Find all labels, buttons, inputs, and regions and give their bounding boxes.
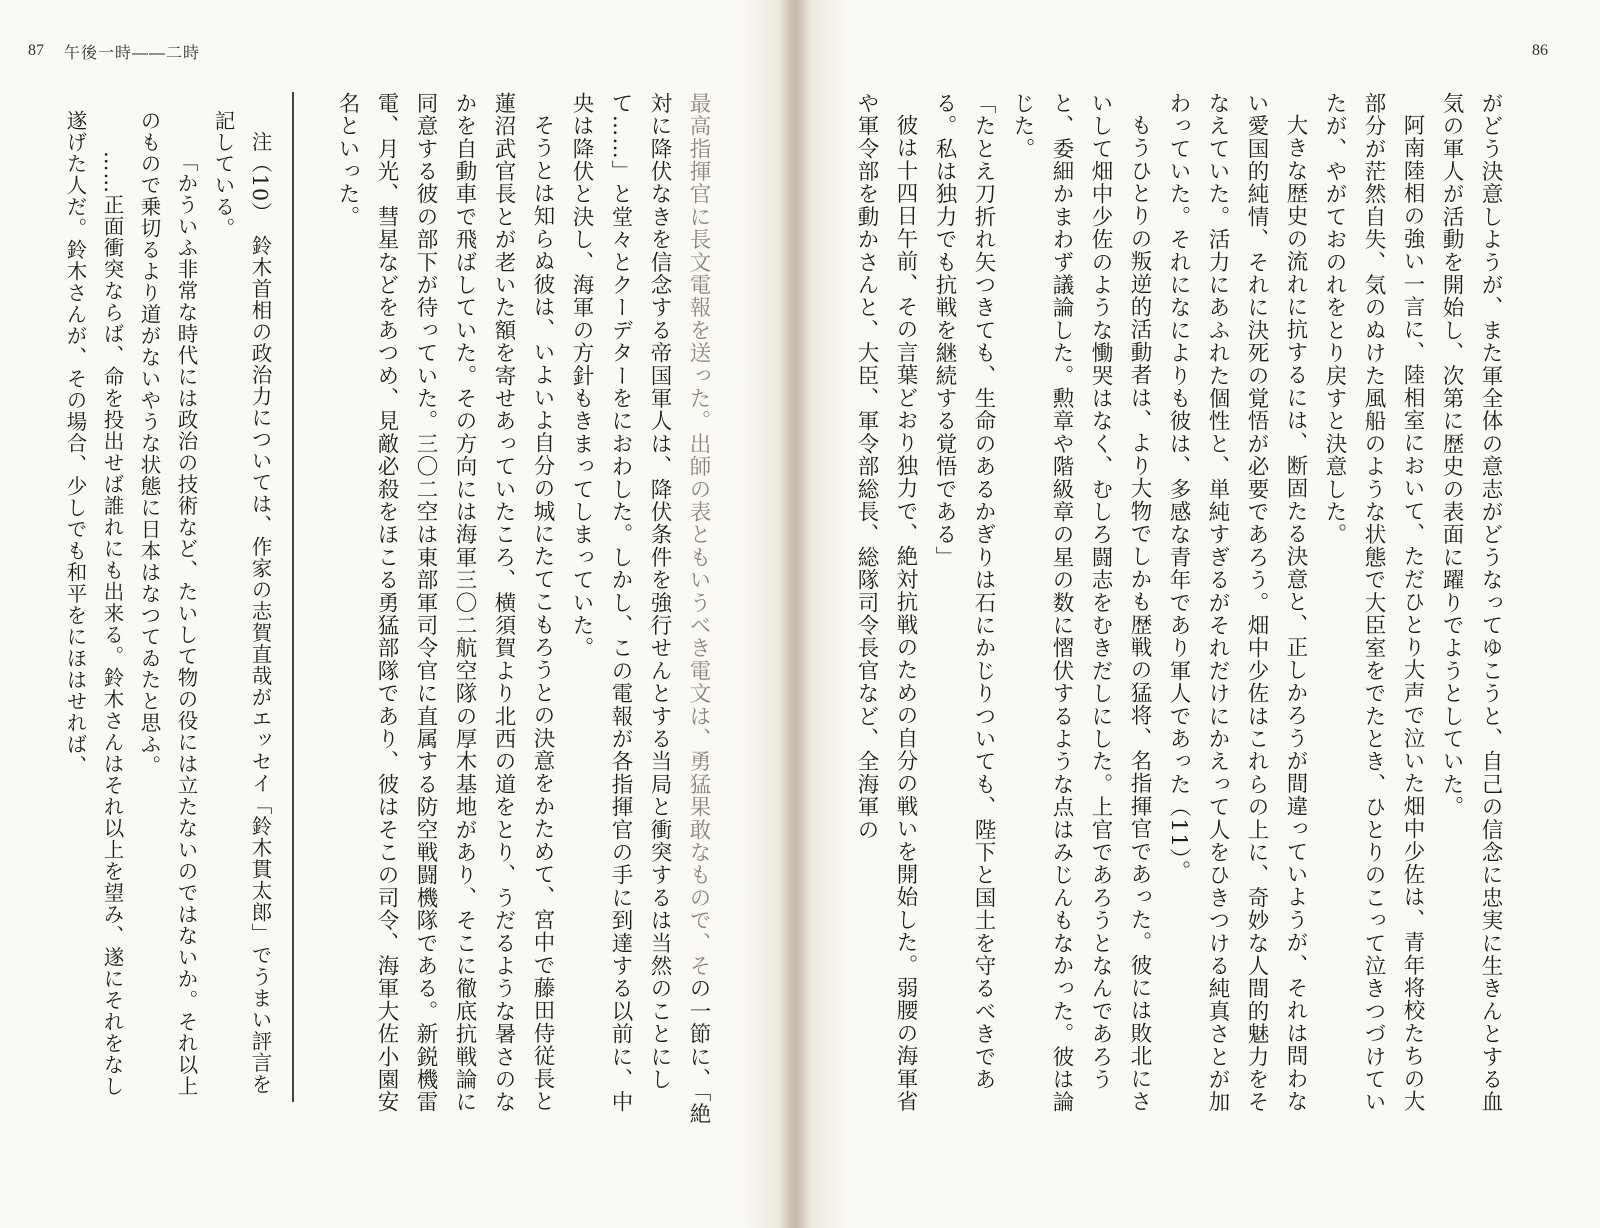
left-body-text — [328, 92, 718, 1132]
right-body-text — [847, 92, 1510, 1132]
paragraph: がどう決意しようが、また軍全体の意志がどうなってゆこうと、自己の信念に忠実に生きんとする血気の軍人が活動を開始し、次第に歴史の表面に躍りでようとしていた。 — [1439, 92, 1503, 1114]
left-page — [0, 0, 788, 1228]
paragraph-text: の一節に、「絶対に降伏なきを信念する帝国軍人は、降伏条件を強行せんとする当局と衝突するは当然のことにして……」と堂々とクーデターをにおわした。しかし、この電報が各指揮官の手に到達する以前に、中央は降伏と決し、海軍の方針もきまってしまっていた。 — [569, 92, 711, 1126]
book-gutter — [740, 0, 850, 1228]
faded-text: 最高指揮官に長文電報を送った。出師の表ともいうべき電文は、勇猛果敢なもので、そ — [686, 92, 711, 978]
paragraph: そうとは知らぬ彼は、いよいよ自分の城にたてこもろうとの決意をかためて、宮中で藤田侍従長と蓮沼武官長とが老いた額を寄せあっていたころ、横須賀より北西の道をとり、うだるような暑さのなかを自動車で飛ばしていた。その方向には海軍三〇二航空隊の厚木基地があり、そこに徹底抗戦論に同意する彼の部下が待っていた。三〇二空は東部軍司令官に直属する防空戦闘機隊である。新鋭機雷電、月光、彗星などをあつめ、見敵必殺をほこる勇猛部隊であり、彼はそこの司令、海軍大佐小園安名といった。 — [335, 92, 555, 1114]
paragraph: 「たとえ刀折れ矢つきても、生命のあるかぎりは石にかじりついても、陛下と国土を守るべきである。私は独力でも抗戦を継続する覚悟である」 — [932, 92, 996, 1091]
right-page-number: 86 — [1532, 42, 1548, 59]
footnotes — [56, 110, 278, 1110]
paragraph: 大きな歴史の流れに抗するには、断固たる決意と、正しかろうが間違っていようが、それは問わない愛国的純情、それに決死の覚悟が必要であろう。畑中少佐はこれらの上に、奇妙な人間的魅力をそなえていた。活力にあふれた個性と、単純すぎるがそれだけにかえって人をひきつける純真さとが加わっていた。それになによりも彼は、多感な青年であり軍人であった（11）。 — [1166, 92, 1308, 1114]
paragraph: 阿南陸相の強い一言に、陸相室において、ただひとり大声で泣いた畑中少佐は、青年将校たちの大部分が茫然自失、気のぬけた風船のような状態で大臣室をでたとき、ひとりのこって泣きつづけていたが、やがておのれをとり戻すと決意した。 — [1322, 92, 1425, 1114]
paragraph — [562, 92, 718, 1132]
paragraph: 彼は十四日午前、その言葉どおり独力で、絶対抗戦のための自分の戦いを開始した。弱腰の海軍省や軍令部を動かさんと、大臣、軍令部総長、総隊司令長官など、全海軍の — [854, 92, 918, 1113]
paragraph: もうひとりの叛逆的活動者は、より大物でしかも歴戦の猛将、名指揮官であった。彼には敗北にさいして畑中少佐のような慟哭はなく、むしろ闘志をむきだしにした。上官であろうとなんであろうと、委細かまわず議論した。勲章や階級章の星の数に慴伏するような点はみじんもなかった。彼は論じた。 — [1010, 92, 1152, 1114]
footnote-quote: 「かういふ非常な時代には政治の技術など、たいして物の役には立たないのではないか。それ以上のもので乗切るより道がないやうな状態に日本はなつてゐたと思ふ。 — [137, 110, 198, 1097]
notes-divider — [292, 92, 294, 1102]
footnote-10: 注（10） 鈴木首相の政治力については、作家の志賀直哉がエッセイ「鈴木貫太郎」でうまい評言を記している。 — [211, 110, 272, 1095]
right-page — [788, 0, 1600, 1228]
footnote-quote: ……正面衝突ならば、命を投出せば誰れにも出来る。鈴木さんはそれ以上を望み、遂にそれをなし遂げた人だ。鈴木さんが、その場合、少しでも和平をにほはせれば、 — [63, 110, 124, 1097]
left-page-number: 87 — [28, 42, 44, 59]
running-head: 午後一時――二時 — [64, 43, 201, 62]
